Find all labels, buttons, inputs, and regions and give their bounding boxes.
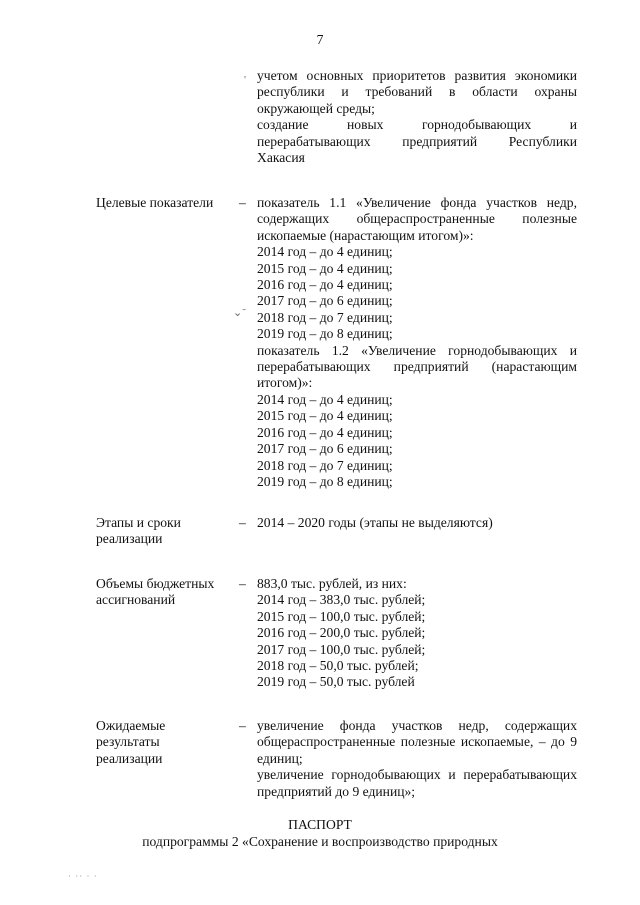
- content-line: 2015 год – до 4 единиц;: [257, 408, 393, 424]
- section-label: [96, 718, 236, 767]
- intro-line: республики и требований в области охраны: [257, 84, 577, 100]
- section-dash: –: [239, 195, 246, 210]
- intro-line: создание новых горнодобывающих и: [257, 117, 577, 133]
- section-dash: –: [239, 718, 246, 733]
- section-content: [257, 718, 577, 800]
- content-line: показатель 1.2 «Увеличение горнодобывающих и: [257, 342, 577, 358]
- section-content: [257, 576, 577, 691]
- content-line: единиц;: [257, 750, 303, 766]
- label-line: Целевые показатели: [96, 195, 214, 210]
- scan-specks-icon: · ·· · ·: [68, 871, 98, 881]
- label-line: Этапы и сроки: [96, 515, 181, 530]
- content-line: 2019 год – 50,0 тыс. рублей: [257, 674, 415, 690]
- page-number: 7: [316, 32, 324, 47]
- content-line: 2017 год – 100,0 тыс. рублей;: [257, 641, 426, 657]
- intro-text: [257, 68, 577, 166]
- content-line: увеличение фонда участков недр, содержащих: [257, 718, 577, 733]
- content-line: 2018 год – до 7 единиц;: [257, 309, 393, 325]
- section-label: [96, 195, 236, 211]
- content-line: 2017 год – до 6 единиц;: [257, 441, 393, 457]
- scan-mark-icon: ⌄˜: [233, 307, 246, 319]
- section-label: [96, 515, 236, 548]
- content-line: общераспространенные полезные ископаемые, – до 9: [257, 734, 577, 750]
- content-line: 883,0 тыс. рублей, из них:: [257, 576, 407, 591]
- content-line: содержащих общераспространенные полезные: [257, 211, 577, 227]
- content-line: ископаемые (нарастающим итогом)»:: [257, 227, 474, 243]
- label-line: результаты: [96, 734, 160, 750]
- content-line: 2016 год – до 4 единиц;: [257, 277, 393, 293]
- content-line: 2018 год – 50,0 тыс. рублей;: [257, 658, 419, 674]
- label-line: реализации: [96, 750, 163, 766]
- content-line: 2014 год – до 4 единиц;: [257, 244, 393, 260]
- intro-line: учетом основных приоритетов развития экономики: [257, 68, 577, 83]
- content-line: показатель 1.1 «Увеличение фонда участков недр,: [257, 195, 577, 210]
- section-dash: –: [239, 515, 246, 530]
- label-line: Объемы бюджетных: [96, 576, 215, 591]
- passport-subtitle: подпрограммы 2 «Сохранение и воспроизводство природных: [142, 834, 498, 849]
- content-line: 2019 год – до 8 единиц;: [257, 473, 393, 489]
- content-line: 2015 год – 100,0 тыс. рублей;: [257, 608, 426, 624]
- label-line: Ожидаемые: [96, 718, 166, 733]
- content-line: предприятий до 9 единиц»;: [257, 783, 416, 799]
- label-line: ассигнований: [96, 592, 176, 608]
- content-line: 2015 год – до 4 единиц;: [257, 260, 393, 276]
- content-line: 2014 год – до 4 единиц;: [257, 391, 393, 407]
- content-line: итогом)»:: [257, 375, 313, 391]
- section-dash: –: [239, 576, 246, 591]
- label-line: реализации: [96, 531, 163, 547]
- passport-title: ПАСПОРТ: [288, 817, 352, 832]
- content-line: 2016 год – до 4 единиц;: [257, 424, 393, 440]
- intro-line: Хакасия: [257, 150, 305, 166]
- content-line: перерабатывающих предприятий (нарастающим: [257, 359, 577, 375]
- section-content: [257, 195, 577, 490]
- content-line: 2017 год – до 6 единиц;: [257, 293, 393, 309]
- content-line: 2014 год – 383,0 тыс. рублей;: [257, 592, 426, 608]
- section-label: [96, 576, 236, 609]
- content-line: увеличение горнодобывающих и перерабатывающих: [257, 767, 577, 783]
- content-line: 2014 – 2020 годы (этапы не выделяются): [257, 515, 493, 530]
- section-content: [257, 515, 577, 531]
- intro-line: перерабатывающих предприятий Республики: [257, 133, 577, 149]
- content-line: 2018 год – до 7 единиц;: [257, 457, 393, 473]
- intro-line: окружающей среды;: [257, 100, 375, 116]
- content-line: 2019 год – до 8 единиц;: [257, 326, 393, 342]
- content-line: 2016 год – 200,0 тыс. рублей;: [257, 625, 426, 641]
- scan-mark-icon: ': [244, 74, 246, 86]
